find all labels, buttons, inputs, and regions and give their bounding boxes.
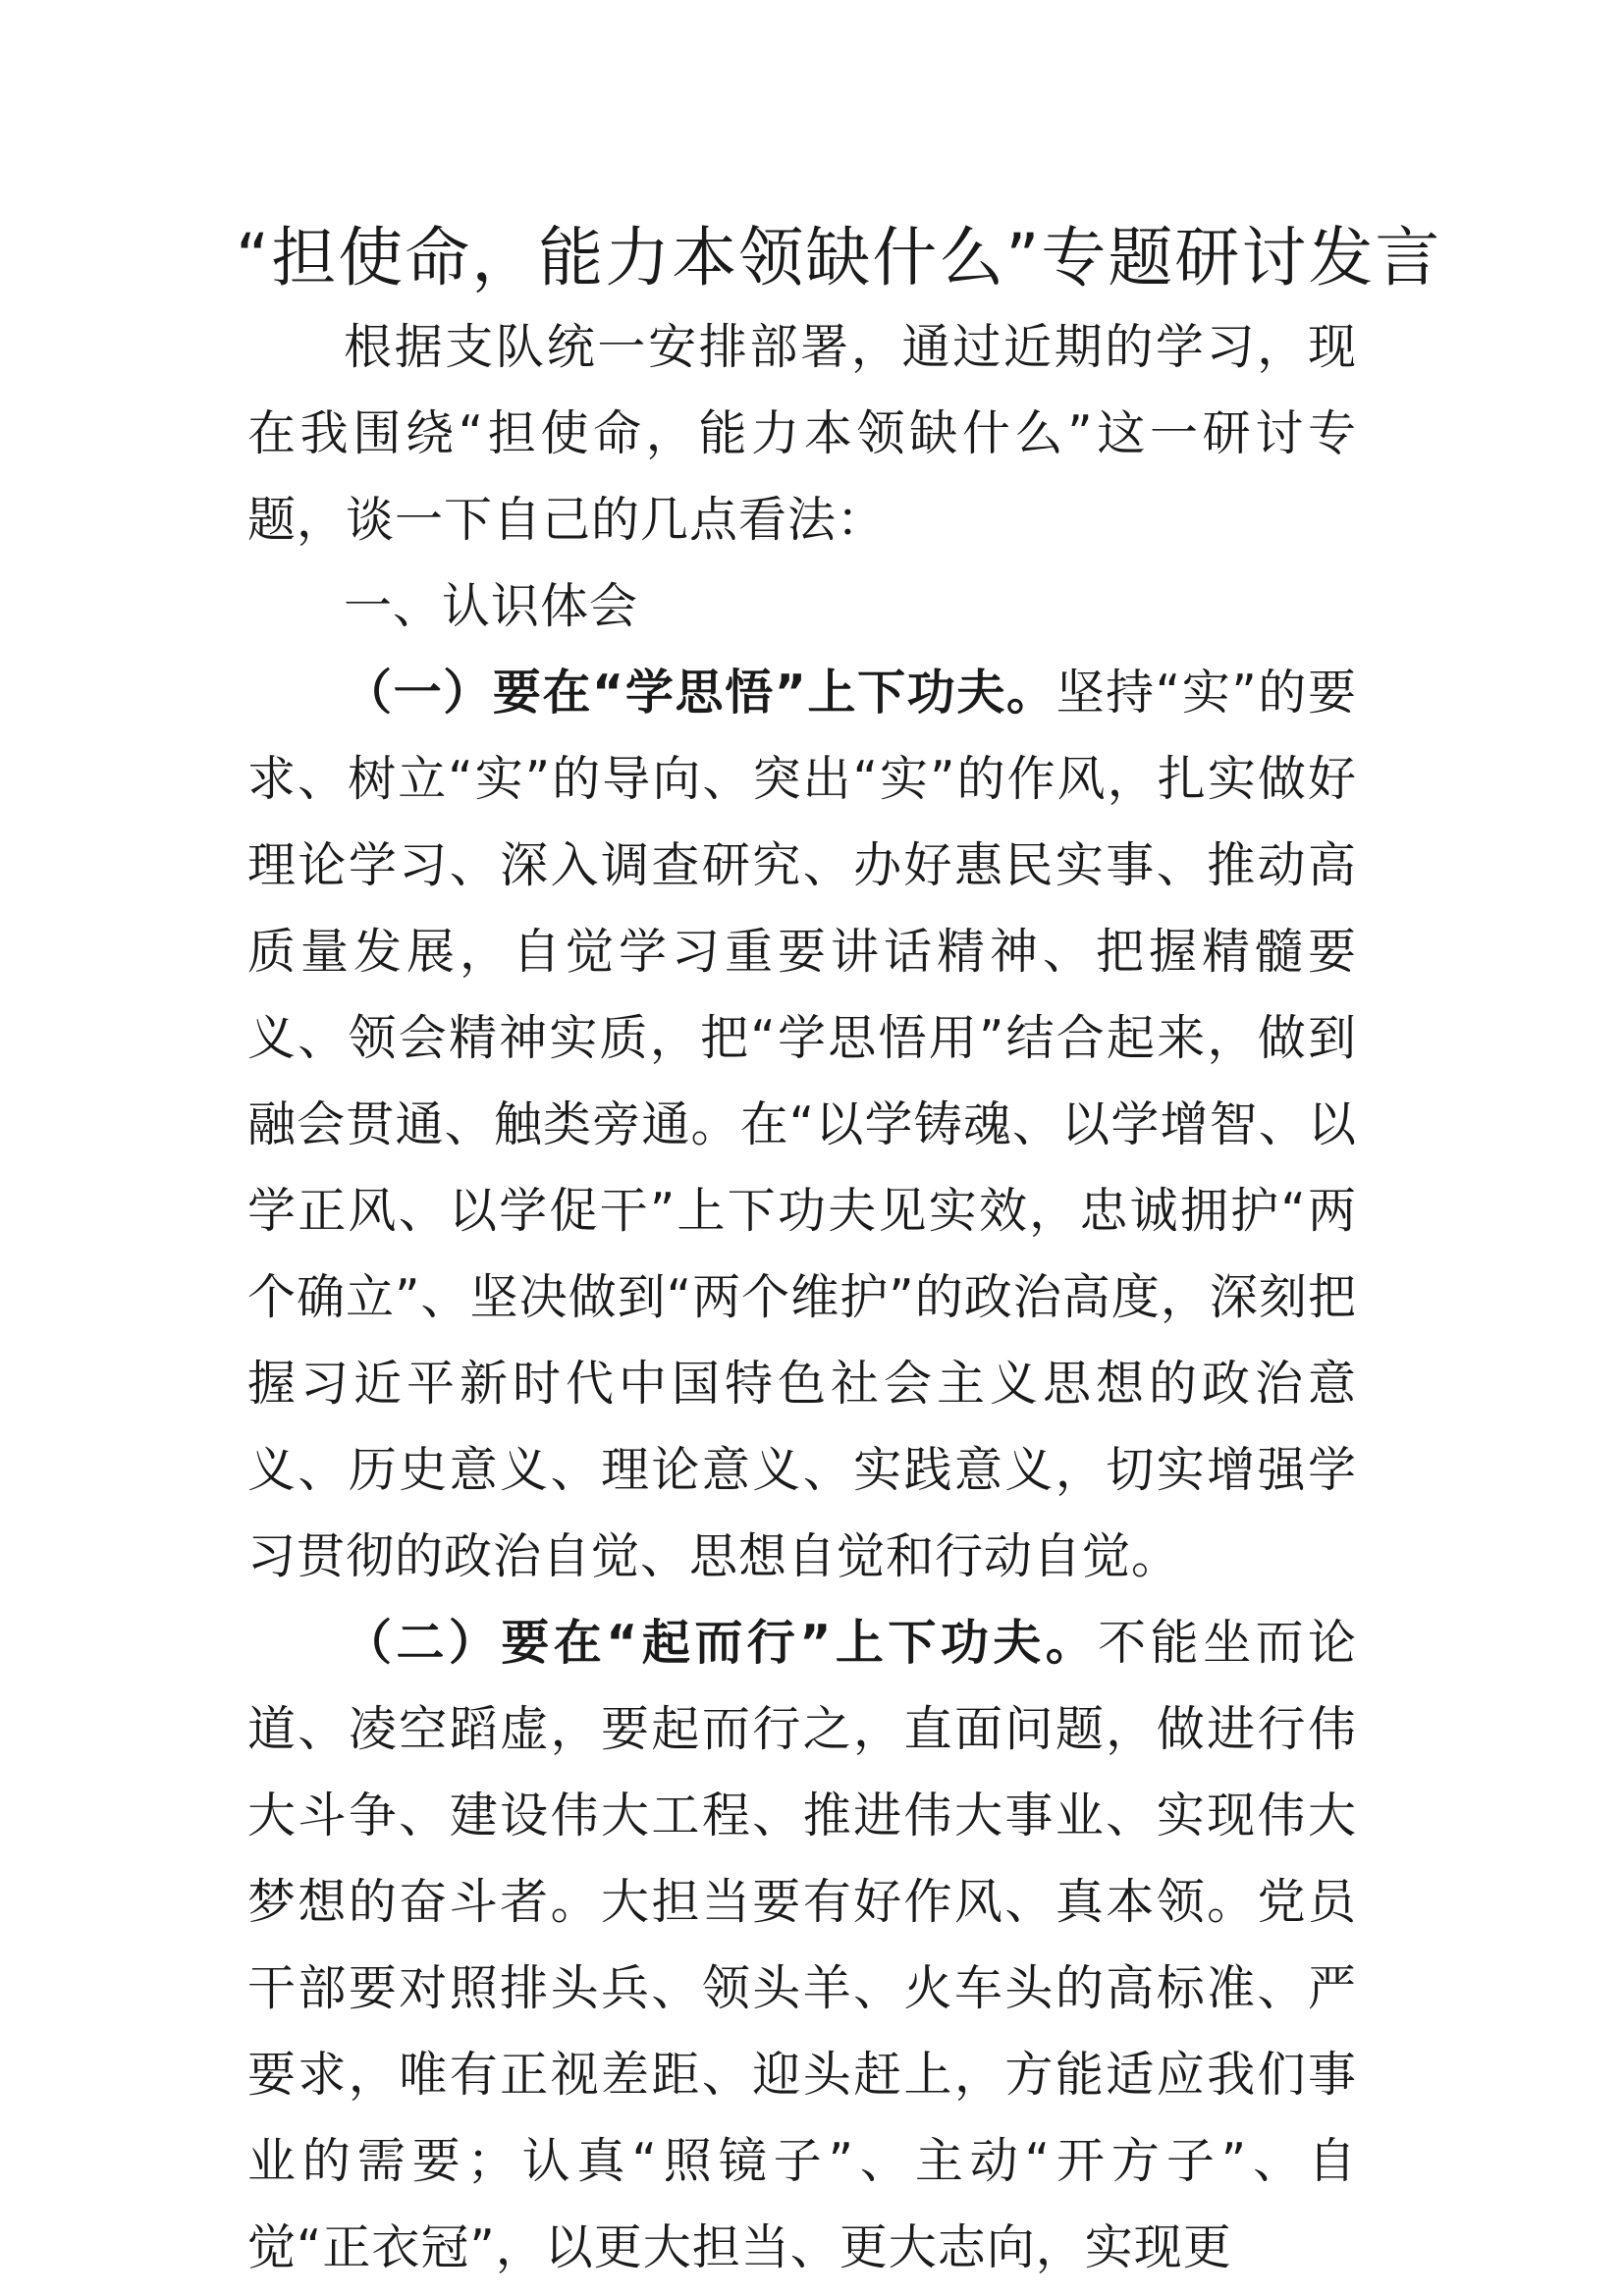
paragraph-1-lead: （一）要在“学思悟”上下功夫。	[344, 665, 1056, 721]
page-title: “担使命，能力本领缺什么”专题研讨发言	[236, 220, 1442, 295]
paragraph-2	[247, 1600, 1357, 2291]
paragraph-1-text: 坚持“实”的要求、树立“实”的导向、突出“实”的作风，扎实做好理论学习、深入调查研究、办好惠民实事、推动高质量发展，自觉学习重要讲话精神、把握精髓要义、领会精神实质，把“学思悟用”结合起来，做到融会贯通、触类旁通。在“以学铸魂、以学增智、以学正风、以学促干”上下功夫见实效，忠诚拥护“两个确立”、坚决做到“两个维护”的政治高度，深刻把握习近平新时代中国特色社会主义思想的政治意义、历史意义、理论意义、实践意义，切实增强学习贯彻的政治自觉、思想自觉和行动自觉。	[247, 665, 1357, 1584]
section-heading: 一、认识体会	[344, 578, 639, 634]
paragraph-2-text: 不能坐而论道、凌空蹈虚，要起而行之，直面问题，做进行伟大斗争、建设伟大工程、推进伟大事业、实现伟大梦想的奋斗者。大担当要有好作风、真本领。党员干部要对照排头兵、领头羊、火车头的高标准、严要求，唯有正视差距、迎头赶上，方能适应我们事业的需要；认真“照镜子”、主动“开方子”、自觉“正衣冠”，以更大担当、更大志向，实现更	[247, 1615, 1357, 2275]
paragraph-2-lead: （二）要在“起而行”上下功夫。	[344, 1615, 1099, 1671]
intro-paragraph: 根据支队统一安排部署，通过近期的学习，现在我围绕“担使命，能力本领缺什么”这一研讨专题，谈一下自己的几点看法：	[247, 319, 1357, 548]
paragraph-1	[247, 650, 1357, 1600]
document-body	[247, 304, 1357, 2291]
